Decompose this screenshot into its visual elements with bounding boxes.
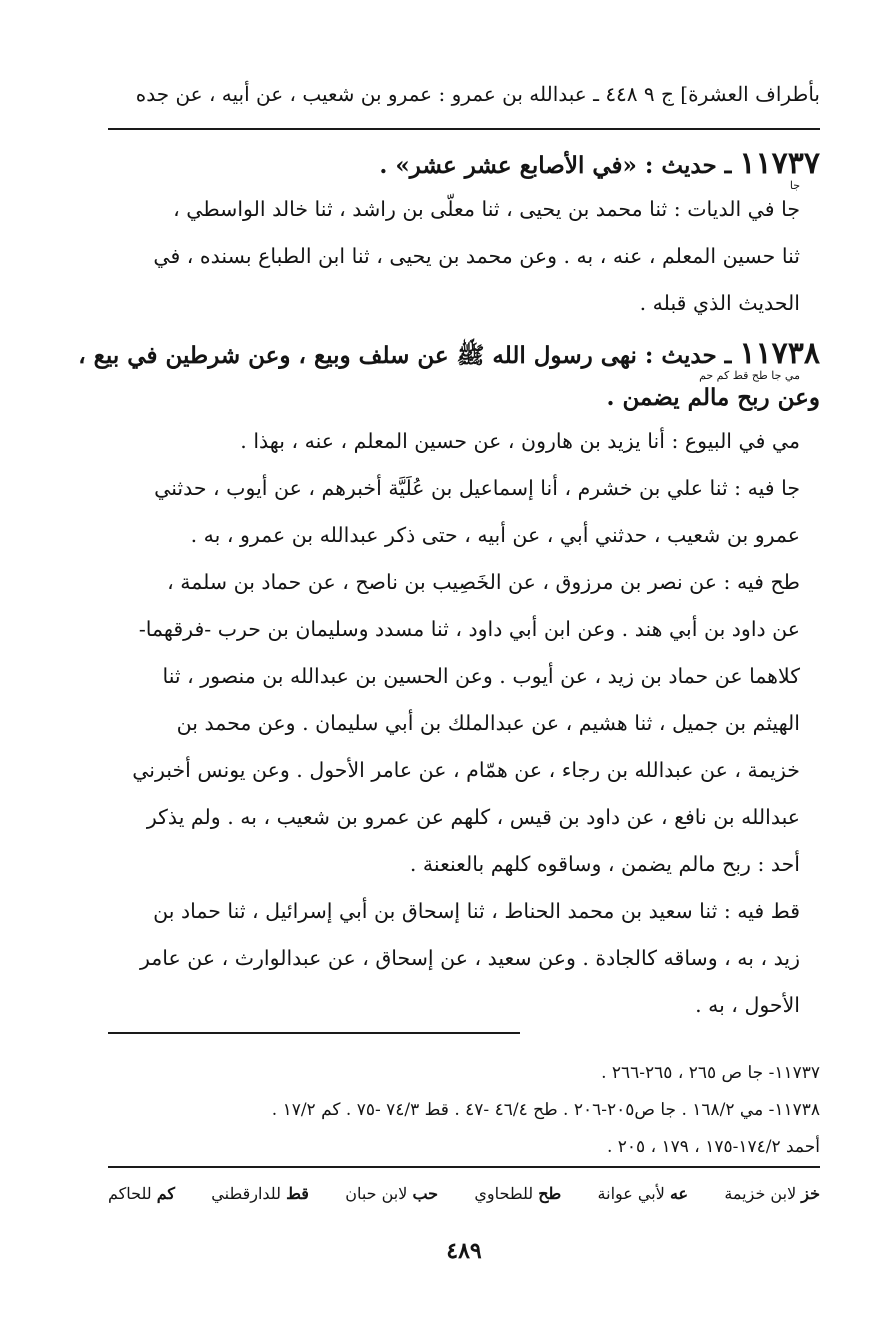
footnote: ١١٧٣٨- مي ١٦٨/٢ . جا ص٢٠٥-٢٠٦ . طح ٤٦/٤ -٤٧ . قط ٧٤/٣ -٧٥ . كم ١٧/٢ . [271, 1100, 820, 1120]
book-page [78, 70, 820, 1290]
entry-sigla: مي جا طح قط كم حم [699, 369, 800, 382]
text-line: قط فيه : ثنا سعيد بن محمد الحناط ، ثنا إسحاق بن أبي إسرائيل ، ثنا حماد بن [153, 899, 800, 923]
text-line: الحديث الذي قبله . [639, 291, 800, 315]
legend-item: عه لأبي عوانة [597, 1184, 689, 1203]
abbreviation-legend [108, 1182, 820, 1206]
text-line: عمرو بن شعيب ، حدثني أبي ، عن أبيه ، حتى ذكر عبدالله بن عمرو ، به . [190, 523, 800, 547]
text-line: زيد ، به ، وساقه كالجادة . وعن سعيد ، عن إسحاق ، عن عبدالوارث ، عن عامر [139, 946, 800, 970]
text-line: ثنا حسين المعلم ، عنه ، به . وعن محمد بن يحيى ، ثنا ابن الطباع بسنده ، في [153, 244, 800, 268]
text-line: الأحول ، به . [695, 993, 800, 1017]
legend-item: قط للدارقطني [211, 1184, 309, 1203]
footnote-rule [108, 1032, 520, 1034]
entry-paragraph [108, 465, 820, 559]
page-number: ٤٨٩ [446, 1238, 482, 1264]
legend-item: خز لابن خزيمة [724, 1184, 820, 1203]
entry-number: ١١٧٣٧ [739, 146, 820, 181]
entry-number: ١١٧٣٨ [739, 336, 820, 371]
text-line: أحد : ربح مالم يضمن ، وساقوه كلهم بالعنعنة . [409, 852, 800, 876]
entry-title: ـ حديث : «في الأصابع عشر عشر» . [379, 152, 740, 179]
text-line: عن داود بن أبي هند . وعن ابن أبي داود ، ثنا مسدد وسليمان بن حرب -فرقهما- [138, 617, 800, 641]
running-header: بأطراف العشرة] ج ٩ ٤٤٨ ـ عبدالله بن عمرو : عمرو بن شعيب ، عن أبيه ، عن جده [135, 82, 820, 106]
text-line: كلاهما عن حماد بن زيد ، عن أيوب . وعن الحسين بن عبدالله بن منصور ، ثنا [162, 664, 800, 688]
entry-heading [108, 148, 820, 182]
entry-title: ـ حديث : نهى رسول الله ﷺ عن سلف وبيع ، وعن شرطين في بيع ، [78, 342, 740, 369]
footnotes [108, 1055, 820, 1166]
entry-paragraph [108, 186, 820, 327]
footnote: ١١٧٣٧- جا ص ٢٦٥ ، ٢٦٥-٢٦٦ . [601, 1063, 820, 1083]
legend-item: كم للحاكم [108, 1184, 175, 1203]
entry-heading [78, 336, 820, 372]
text-line: الهيثم بن جميل ، ثنا هشيم ، عن عبدالملك بن أبي سليمان . وعن محمد بن [176, 711, 800, 735]
text-line: خزيمة ، عن عبدالله بن رجاء ، عن همّام ، عن عامر الأحول . وعن يونس أخبرني [132, 758, 800, 782]
header-rule [108, 128, 820, 130]
legend-item: حب لابن حبان [345, 1184, 439, 1203]
footnote: أحمد ١٧٤/٢-١٧٥ ، ١٧٩ ، ٢٠٥ . [606, 1137, 820, 1157]
legend-item: طح للطحاوي [474, 1184, 562, 1203]
hadith-entry-11737 [108, 148, 820, 327]
entry-paragraph [108, 559, 820, 888]
text-line: جا فيه : ثنا علي بن خشرم ، أنا إسماعيل بن عُلَيَّة أخبرهم ، عن أيوب ، حدثني [154, 476, 800, 500]
hadith-entry-11738 [78, 336, 820, 1029]
entry-paragraph [108, 888, 820, 1029]
text-line: جا في الديات : ثنا محمد بن يحيى ، ثنا معلّى بن راشد ، ثنا خالد الواسطي ، [173, 197, 800, 221]
legend-rule [108, 1166, 820, 1168]
text-line: عبدالله بن نافع ، عن داود بن قيس ، كلهم عن عمرو بن شعيب ، به . ولم يذكر [146, 805, 800, 829]
text-line: مي في البيوع : أنا يزيد بن هارون ، عن حسين المعلم ، عنه ، بهذا . [240, 429, 800, 453]
entry-sigla: جا [789, 179, 800, 192]
entry-heading-continued: وعن ربح مالم يضمن . [606, 384, 820, 411]
entry-paragraph [108, 418, 820, 465]
text-line: طح فيه : عن نصر بن مرزوق ، عن الخَصِيب بن ناصح ، عن حماد بن سلمة ، [167, 570, 800, 594]
